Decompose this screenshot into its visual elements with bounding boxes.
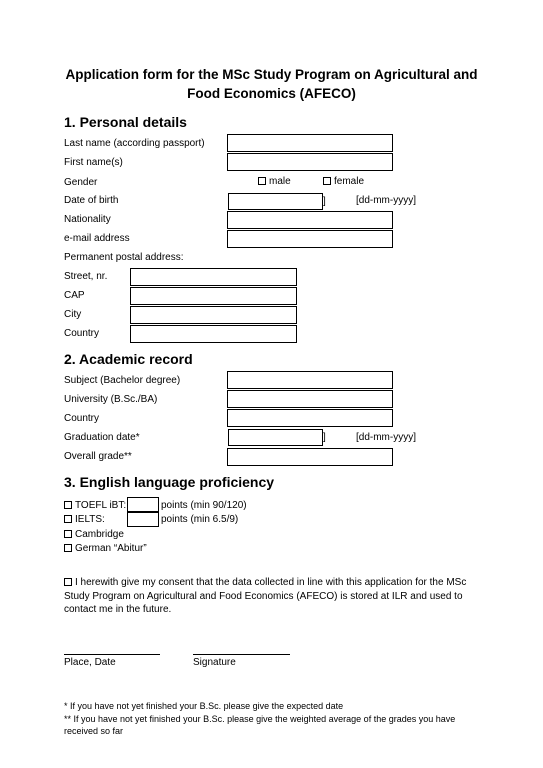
gender-male-option[interactable] — [258, 176, 291, 187]
first-name-label: First name(s) — [64, 157, 123, 168]
ielts-option[interactable] — [64, 514, 105, 525]
form-title-line2: Food Economics (AFECO) — [187, 86, 356, 101]
cap-field[interactable] — [130, 287, 297, 305]
footnote-2-continued: received so far — [64, 726, 124, 736]
abitur-label: German “Abitur” — [75, 543, 147, 554]
nationality-label: Nationality — [64, 214, 111, 225]
graduation-date-label: Graduation date* — [64, 432, 140, 443]
abitur-checkbox[interactable] — [64, 544, 72, 552]
first-name-field[interactable] — [227, 153, 393, 171]
consent-checkbox[interactable] — [64, 578, 72, 586]
dob-label: Date of birth — [64, 195, 119, 206]
toefl-option[interactable] — [64, 500, 126, 511]
last-name-field[interactable] — [227, 134, 393, 152]
female-label: female — [334, 176, 365, 187]
cambridge-label: Cambridge — [75, 529, 124, 540]
cap-label: CAP — [64, 290, 85, 301]
country-field[interactable] — [130, 325, 297, 343]
section-english-heading: 3. English language proficiency — [64, 474, 275, 490]
form-title-line1: Application form for the MSc Study Program on Agricultural and — [65, 67, 478, 82]
section-academic-heading: 2. Academic record — [64, 351, 193, 367]
consent-paragraph — [64, 576, 484, 617]
university-label: University (B.Sc./BA) — [64, 394, 158, 405]
graduation-format-hint: [dd-mm-yyyy] — [356, 432, 416, 443]
city-field[interactable] — [130, 306, 297, 324]
dob-field[interactable] — [228, 193, 323, 210]
consent-line1: I herewith give my consent that the data collected in line with this application for the MSc — [75, 577, 467, 588]
city-label: City — [64, 309, 82, 320]
street-field[interactable] — [130, 268, 297, 286]
gender-label: Gender — [64, 177, 98, 188]
overall-grade-field[interactable] — [227, 448, 393, 466]
graduation-field-bracket: ] — [323, 432, 326, 443]
female-checkbox[interactable] — [323, 177, 331, 185]
email-label: e-mail address — [64, 233, 130, 244]
footnotes — [64, 700, 524, 738]
place-date-label: Place, Date — [64, 657, 116, 668]
abitur-option[interactable] — [64, 543, 147, 554]
toefl-checkbox[interactable] — [64, 501, 72, 509]
dob-field-bracket: ] — [323, 196, 326, 207]
street-label: Street, nr. — [64, 271, 108, 282]
dob-format-hint: [dd-mm-yyyy] — [356, 195, 416, 206]
consent-line2: Study Program on Agricultural and Food Economics (AFECO) is stored at ILR and used to — [64, 590, 463, 602]
graduation-date-field[interactable] — [228, 429, 323, 446]
overall-grade-label: Overall grade** — [64, 451, 132, 462]
place-date-line[interactable] — [64, 654, 160, 655]
toefl-label: TOEFL iBT: — [75, 500, 127, 511]
consent-line3: contact me in the future. — [64, 604, 172, 615]
toefl-points-label: points (min 90/120) — [161, 500, 247, 511]
section-personal-heading: 1. Personal details — [64, 114, 187, 130]
academic-country-label: Country — [64, 413, 100, 424]
nationality-field[interactable] — [227, 211, 393, 229]
signature-line[interactable] — [193, 654, 290, 655]
ielts-points-label: points (min 6.5/9) — [161, 514, 239, 525]
subject-label: Subject (Bachelor degree) — [64, 375, 181, 386]
footnote-1: * If you have not yet finished your B.Sc. please give the expected date — [64, 701, 344, 711]
ielts-label: IELTS: — [75, 514, 105, 525]
subject-field[interactable] — [227, 371, 393, 389]
academic-country-field[interactable] — [227, 409, 393, 427]
signature-label: Signature — [193, 657, 236, 668]
toefl-points-field[interactable] — [127, 497, 159, 512]
ielts-checkbox[interactable] — [64, 515, 72, 523]
postal-address-label: Permanent postal address: — [64, 252, 184, 263]
cambridge-checkbox[interactable] — [64, 530, 72, 538]
gender-female-option[interactable] — [323, 176, 364, 187]
country-label: Country — [64, 328, 100, 339]
last-name-label: Last name (according passport) — [64, 138, 205, 149]
male-checkbox[interactable] — [258, 177, 266, 185]
email-field[interactable] — [227, 230, 393, 248]
ielts-points-field[interactable] — [127, 512, 159, 527]
cambridge-option[interactable] — [64, 529, 124, 540]
footnote-2: ** If you have not yet finished your B.Sc. please give the weighted average of the grades you have — [64, 713, 456, 724]
university-field[interactable] — [227, 390, 393, 408]
male-label: male — [269, 176, 291, 187]
